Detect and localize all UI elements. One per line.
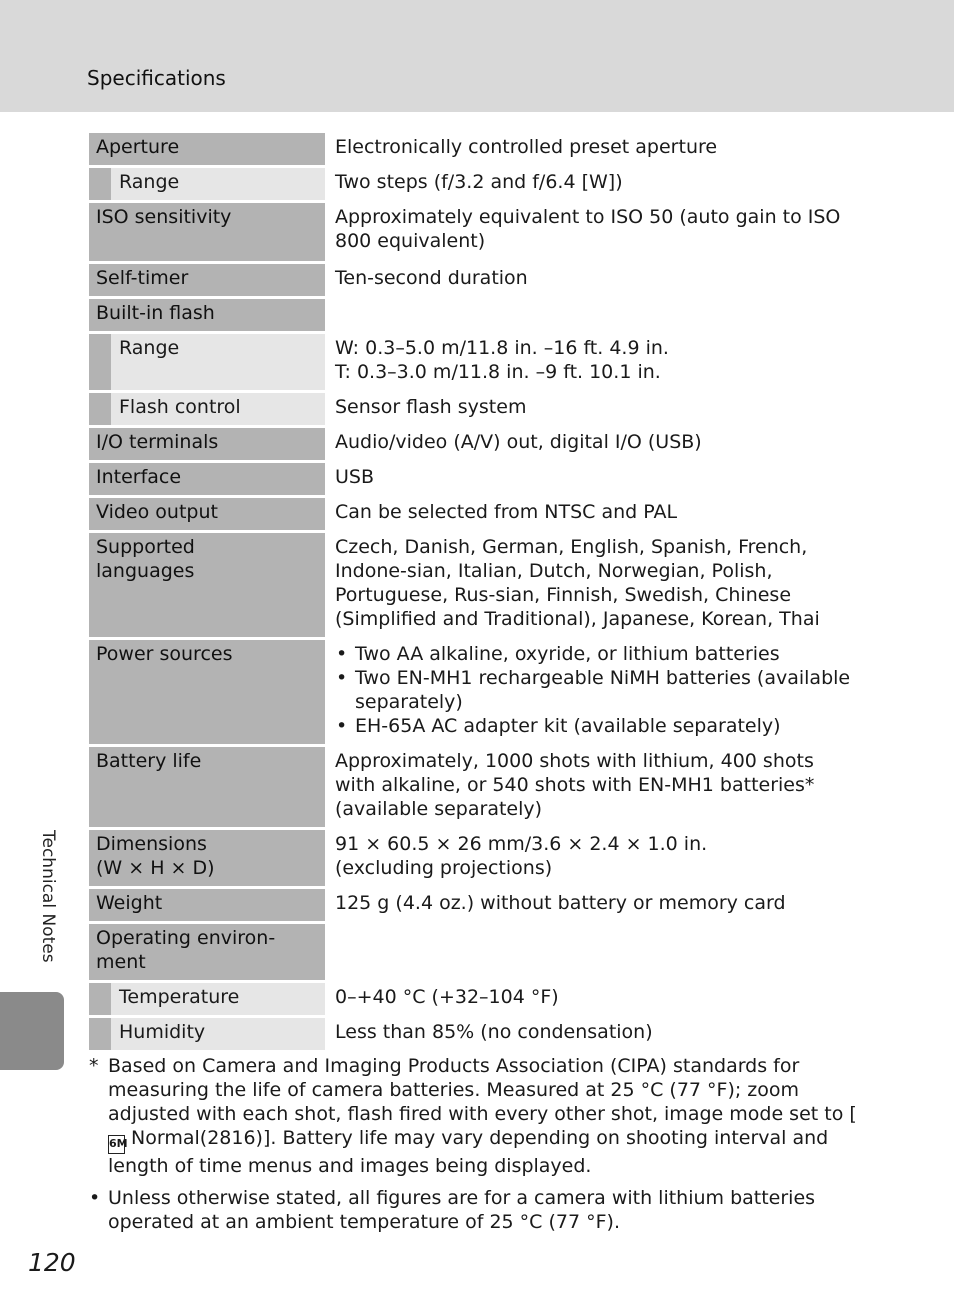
table-row: [89, 299, 861, 331]
image-mode-icon: 6M: [108, 1135, 125, 1154]
spec-value: Audio/video (A/V) out, digital I/O (USB): [335, 431, 702, 453]
footnote-text-end: Normal(2816)]. Battery life may vary depending on shooting interval and length of time menus and images being displayed.: [108, 1127, 829, 1177]
spec-value: [325, 334, 861, 390]
spec-sublabel: Humidity: [111, 1018, 325, 1050]
spec-label: Operating environ-ment: [89, 924, 325, 980]
spec-value: Electronically controlled preset aperture: [335, 136, 718, 158]
page-number: 120: [28, 1248, 76, 1277]
table-row: [89, 1018, 861, 1050]
table-row: [89, 924, 861, 980]
table-row: [89, 334, 861, 390]
spec-value: [325, 830, 861, 886]
footnote-text-start: Based on Camera and Imaging Products Association (CIPA) standards for measuring the life of camera batteries. Measured at 25 °C (77 °F); zoom adjusted with each shot, flash fired with every other shot, image mode set to [: [108, 1055, 857, 1125]
spec-value-line: T: 0.3–3.0 m/11.8 in. –9 ft. 10.1 in.: [335, 361, 661, 383]
spec-value: 125 g (4.4 oz.) without battery or memory card: [335, 892, 786, 914]
footnotes: [89, 1054, 869, 1242]
spec-label: I/O terminals: [89, 428, 325, 460]
spec-value: Approximately equivalent to ISO 50 (auto gain to ISO 800 equivalent): [335, 206, 841, 252]
spec-value: Czech, Danish, German, English, Spanish, French, Indone-sian, Italian, Dutch, Norwegian, Polish, Portuguese, Rus-sian, Finnish, Swedish, Chinese (Simplified and Traditional), Japanese, Korean, Thai: [335, 536, 820, 630]
spec-label: [89, 830, 325, 886]
list-item: • Two EN-MH1 rechargeable NiMH batteries (available separately): [335, 666, 853, 714]
table-row: [89, 133, 861, 165]
table-row: [89, 428, 861, 460]
table-row: [89, 640, 861, 744]
spec-value: [325, 299, 861, 331]
spec-value: USB: [335, 466, 375, 488]
table-row: [89, 889, 861, 921]
table-row: [89, 830, 861, 886]
spec-sublabel: Range: [111, 334, 325, 390]
spec-label: Aperture: [89, 133, 325, 165]
table-row: [89, 463, 861, 495]
spec-sublabel: Temperature: [111, 983, 325, 1015]
specifications-table: [89, 130, 861, 1053]
spec-label: Battery life: [89, 747, 325, 827]
spec-value: Ten-second duration: [335, 267, 528, 289]
spec-label: Weight: [89, 889, 325, 921]
spec-value: Sensor flash system: [335, 396, 527, 418]
spec-value: [325, 924, 861, 980]
spec-label: ISO sensitivity: [89, 203, 325, 261]
footnote-bullet: [89, 1186, 869, 1234]
page-title: Specifications: [87, 66, 226, 90]
spec-label: Video output: [89, 498, 325, 530]
spec-label-line: (W × H × D): [96, 857, 215, 879]
spec-value: [325, 640, 861, 744]
table-row: [89, 264, 861, 296]
table-row: [89, 203, 861, 261]
bullet-mark: •: [89, 1187, 101, 1209]
spec-label-line: Supported: [96, 536, 195, 558]
table-row: [89, 393, 861, 425]
spec-value: Less than 85% (no condensation): [335, 1021, 653, 1043]
spec-value: Two steps (f/3.2 and f/6.4 [W]): [335, 171, 623, 193]
table-row: [89, 533, 861, 637]
page-header: [0, 0, 954, 112]
table-row: [89, 168, 861, 200]
section-tab: [0, 992, 64, 1070]
spec-label: Built-in flash: [89, 299, 325, 331]
spec-value-line: W: 0.3–5.0 m/11.8 in. –16 ft. 4.9 in.: [335, 337, 669, 359]
footnote-bullet-text: Unless otherwise stated, all figures are for a camera with lithium batteries operated at an ambient temperature of 25 °C (77 °F).: [108, 1187, 816, 1233]
spec-value-line: 91 × 60.5 × 26 mm/3.6 × 2.4 × 1.0 in.: [335, 833, 708, 855]
section-side-label: [28, 830, 68, 980]
spec-value: Can be selected from NTSC and PAL: [335, 501, 678, 523]
spec-value: Approximately, 1000 shots with lithium, 400 shots with alkaline, or 540 shots with EN-MH1 batteries* (available separately): [335, 750, 815, 820]
list-item: • EH-65A AC adapter kit (available separately): [335, 714, 853, 738]
table-row: [89, 498, 861, 530]
spec-label-line: languages: [96, 560, 195, 582]
spec-label-line: Dimensions: [96, 833, 207, 855]
section-side-label-text: Technical Notes: [38, 830, 58, 963]
spec-label: Interface: [89, 463, 325, 495]
spec-value: 0–+40 °C (+32–104 °F): [335, 986, 559, 1008]
spec-label: [89, 533, 325, 637]
power-sources-list: [335, 642, 853, 738]
spec-sublabel: Range: [111, 168, 325, 200]
footnote-asterisk: [89, 1054, 869, 1178]
spec-value-line: (excluding projections): [335, 857, 553, 879]
spec-sublabel: Flash control: [111, 393, 325, 425]
spec-label: Power sources: [89, 640, 325, 744]
table-row: [89, 747, 861, 827]
spec-label: Self-timer: [89, 264, 325, 296]
table-row: [89, 983, 861, 1015]
asterisk-mark: *: [89, 1055, 99, 1077]
list-item: • Two AA alkaline, oxyride, or lithium batteries: [335, 642, 853, 666]
